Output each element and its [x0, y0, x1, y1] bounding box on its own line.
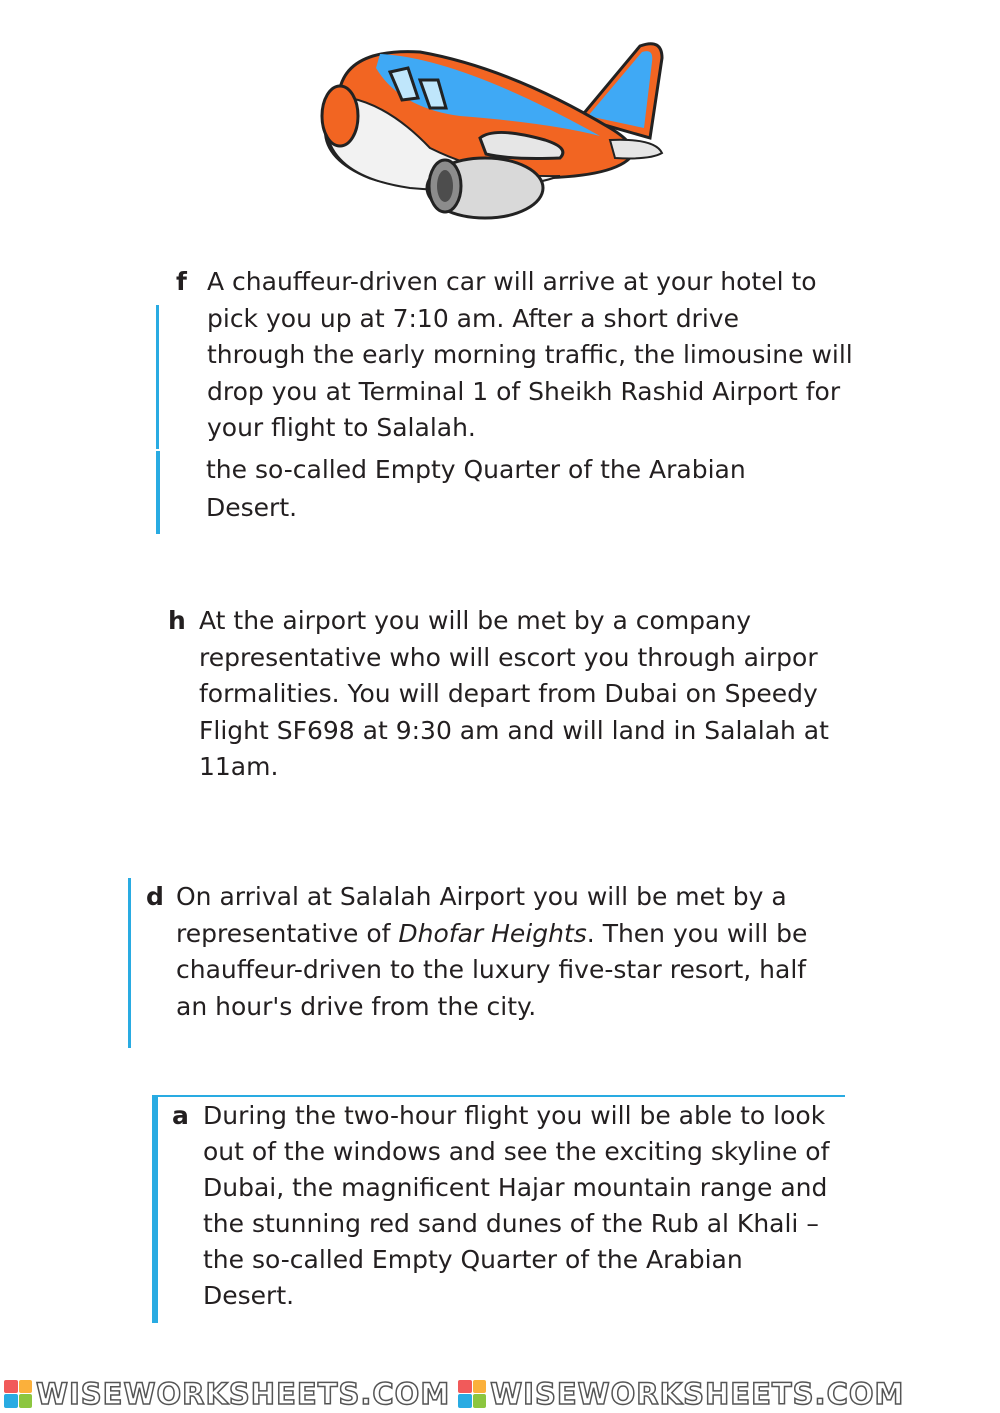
paragraph-line: through the early morning traffic, the limousine will	[207, 340, 853, 369]
watermark-text: WISEWORKSHEETS.COM	[36, 1376, 451, 1411]
airplane-illustration-icon	[310, 28, 680, 228]
paragraph-line: the so-called Empty Quarter of the Arabian	[206, 455, 746, 484]
paragraph-line: your flight to Salalah.	[207, 413, 476, 442]
paragraph-line: Desert.	[203, 1281, 295, 1310]
paragraph-line: pick you up at 7:10 am. After a short drive	[207, 303, 739, 333]
paragraph-line: formalities. You will depart from Dubai on Speedy	[199, 679, 818, 708]
paragraph-letter: d	[146, 882, 164, 911]
paragraph-line: out of the windows and see the exciting skyline of	[203, 1137, 830, 1166]
paragraph-line: 11am.	[199, 752, 279, 781]
accent-bar-a	[152, 1096, 158, 1323]
paragraph-line: representative of Dhofar Heights. Then you will be	[176, 918, 808, 948]
paragraph-line: an hour's drive from the city.	[176, 991, 537, 1021]
paragraph-line: the so-called Empty Quarter of the Arabian	[203, 1245, 743, 1274]
paragraph-line: Dubai, the magnificent Hajar mountain range and	[203, 1173, 828, 1202]
paragraph-line: During the two-hour flight you will be able to look	[203, 1101, 826, 1130]
wiseworksheets-logo-icon	[458, 1380, 486, 1408]
wiseworksheets-logo-icon	[4, 1380, 32, 1408]
paragraph-line: A chauffeur-driven car will arrive at your hotel to	[207, 267, 817, 296]
paragraph-line: drop you at Terminal 1 of Sheikh Rashid Airport for	[207, 376, 841, 406]
footer-watermark	[0, 1374, 1000, 1413]
paragraph-line: representative who will escort you through airpor	[199, 642, 818, 672]
paragraph-letter: h	[168, 606, 186, 635]
watermark-item	[458, 1377, 904, 1411]
accent-bar-f-lower	[156, 451, 160, 534]
paragraph-letter: a	[172, 1101, 189, 1130]
paragraph-letter: f	[176, 267, 187, 296]
paragraph-line: Desert.	[206, 493, 298, 522]
paragraph-line: the stunning red sand dunes of the Rub al Khali –	[203, 1209, 819, 1238]
watermark-text: WISEWORKSHEETS.COM	[490, 1376, 905, 1411]
accent-line-a-top	[152, 1095, 845, 1097]
accent-bar-f-upper	[156, 305, 159, 449]
watermark-item	[4, 1377, 450, 1411]
paragraph-line: Flight SF698 at 9:30 am and will land in Salalah at	[199, 715, 829, 745]
paragraph-line: On arrival at Salalah Airport you will be met by a	[176, 882, 787, 911]
paragraph-line: chauffeur-driven to the luxury five-star resort, half	[176, 955, 807, 984]
paragraph-line: At the airport you will be met by a company	[199, 606, 752, 635]
accent-bar-d	[128, 878, 131, 1048]
